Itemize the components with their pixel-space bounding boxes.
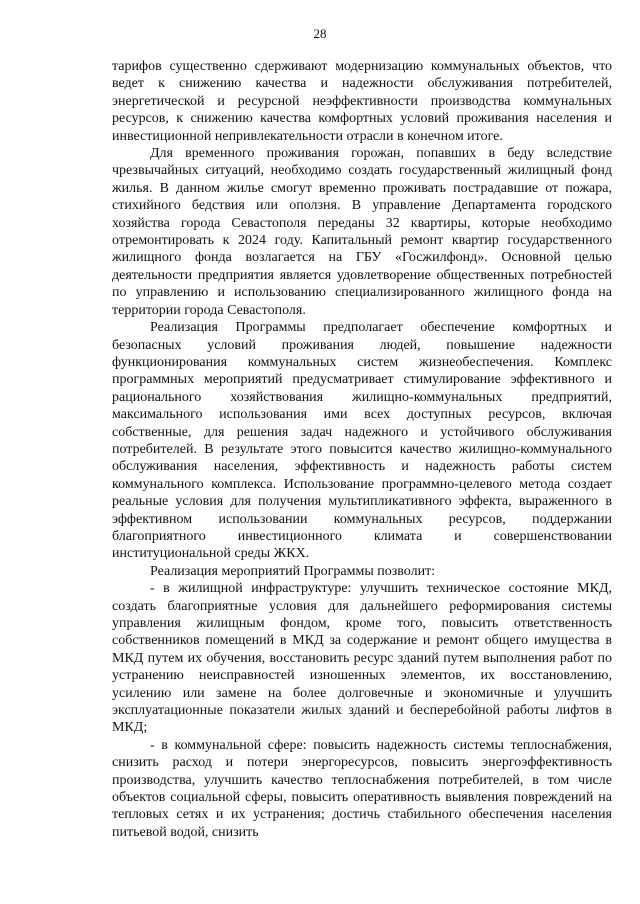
bullet-communal-sphere: - в коммунальной сфере: повысить надежность системы теплоснабжения, снизить расход и потери энергоресурсов, повысить энергоэффективность производства, улучшить качество теплоснабжения потребителей, в том числе объектов социальной сферы, повысить оперативность выявления повреждений на тепловых сетях и их устранения; достичь стабильного обеспечения населения питьевой водой, снизить xyxy=(112,737,612,840)
bullet-housing-infrastructure: - в жилищной инфраструктуре: улучшить техническое состояние МКД, создать благоприятные условия для дальнейшего реформирования системы управления жилищным фондом, кроме того, повысить ответственность собственников помещений в МКД за содержание и ремонт общего имущества в МКД путем их обучения, восстановить ресурс зданий путем выполнения работ по устранению неисправностей изношенных элементов, их восстановлению, усилению или замене на более долговечные и экономичные и улучшить эксплуатационные показатели жилых зданий и бесперебойной работы лифтов в МКД; xyxy=(112,581,612,736)
paragraph-program-allows: Реализация мероприятий Программы позволит: xyxy=(150,563,436,579)
paragraph-tariffs: тарифов существенно сдерживают модернизацию коммунальных объектов, что ведет к снижению качества и надежности обслуживания потребителей, энергетической и ресурсной неэффективности производства коммунальных ресурсов, к снижению качества комфортных условий проживания населения и инвестиционной непривлекательности отрасли в конечном итоге. xyxy=(112,59,612,144)
page-number: 28 xyxy=(313,26,327,41)
paragraph-program-implementation: Реализация Программы предполагает обеспечение комфортных и безопасных условий проживания людей, повышение надежности функционирования коммунальных систем жизнеобеспечения. Комплекс программных мероприятий предусматривает стимулирование эффективного и рационального хозяйствования жилищно-коммунальных предприятий, максимального использования ими всех доступных ресурсов, включая собственные, для решения задач надежного и устойчивого обслуживания потребителей. В результате этого повысится качество жилищно-коммунального обслуживания населения, эффективность и надежность работы систем коммунального комплекса. Использование программно-целевого метода создает реальные условия для получения мультипликативного эффекта, выраженного в эффективном использовании коммунальных ресурсов, поддержании благоприятного инвестиционного климата и совершенствовании институциональной среды ЖКХ. xyxy=(112,320,612,562)
paragraph-temporary-housing: Для временного проживания горожан, попавших в беду вследствие чрезвычайных ситуаций, необходимо создать государственный жилищный фонд жилья. В данном жилье смогут временно проживать пострадавшие от пожара, стихийного бедствия или оползня. В управление Департамента городского хозяйства города Севастополя переданы 32 квартиры, которые необходимо отремонтировать к 2024 году. Капитальный ремонт квартир государственного жилищного фонда возлагается на ГБУ «Госжилфонд». Основной целью деятельности предприятия является удовлетворение общественных потребностей по управлению и использованию специализированного жилищного фонда на территории города Севастополя. xyxy=(112,146,612,318)
document-body xyxy=(112,58,612,841)
